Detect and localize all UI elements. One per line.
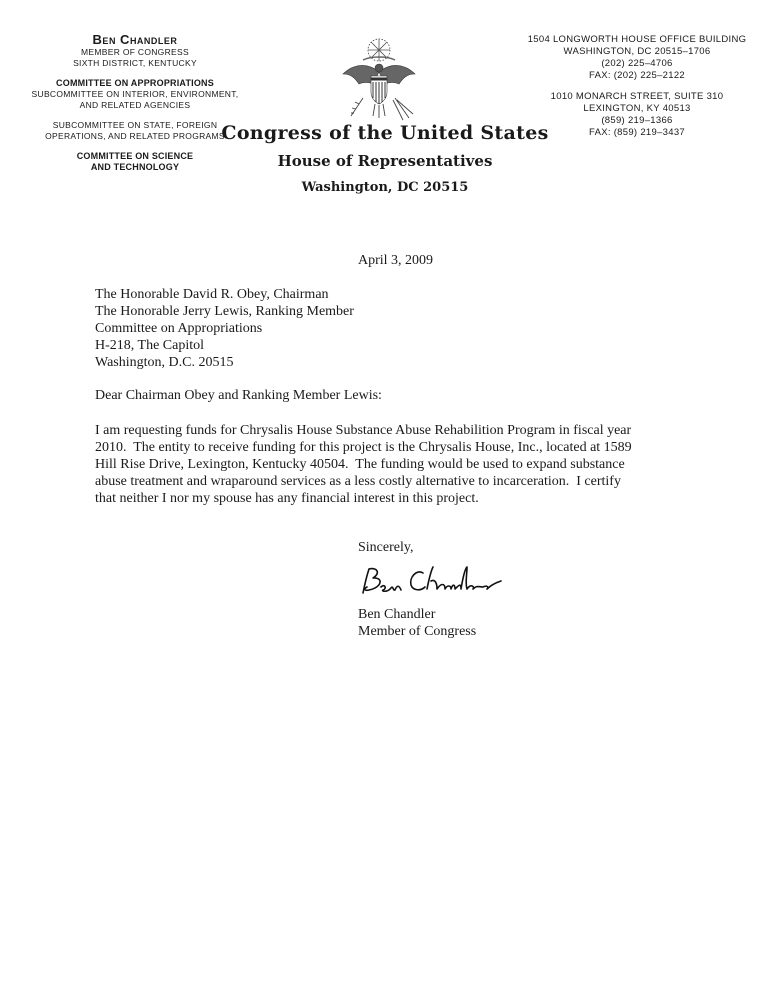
member-role: MEMBER OF CONGRESS [81, 47, 189, 57]
subcommittee-interior-line1: SUBCOMMITTEE ON INTERIOR, ENVIRONMENT, [31, 89, 239, 99]
address-line: The Honorable Jerry Lewis, Ranking Member [95, 304, 354, 319]
salutation: Dear Chairman Obey and Ranking Member Lewis: [95, 388, 382, 403]
letterhead-left [30, 32, 240, 173]
body-line: Hill Rise Drive, Lexington, Kentucky 40504. The funding would be used to expand substance [95, 457, 625, 472]
subcommittee-interior-line2: AND RELATED AGENCIES [79, 100, 191, 110]
committee-science-line1: COMMITTEE ON SCIENCE [76, 151, 194, 161]
subcommittee-state-line1: SUBCOMMITTEE ON STATE, FOREIGN [52, 120, 218, 130]
address-line: Committee on Appropriations [95, 321, 263, 336]
committee-science-line2: AND TECHNOLOGY [90, 162, 180, 172]
member-district: SIXTH DISTRICT, KENTUCKY [73, 58, 197, 68]
committee-appropriations: COMMITTEE ON APPROPRIATIONS [56, 78, 214, 88]
member-name: Ben Chandler [92, 32, 178, 47]
closing: Sincerely, [358, 540, 414, 555]
subcommittee-state-line2: OPERATIONS, AND RELATED PROGRAMS [45, 131, 225, 141]
signer-block [358, 606, 476, 640]
address-line: The Honorable David R. Obey, Chairman [95, 287, 329, 302]
eagle-seal-icon [333, 34, 425, 126]
congress-title: Congress of the United States [221, 122, 549, 144]
body-line: 2010. The entity to receive funding for this project is the Chrysalis House, Inc., located at 1589 [95, 440, 632, 455]
address-line: Washington, D.C. 20515 [95, 355, 234, 370]
recipient-address [95, 286, 354, 371]
dc-office-city: WASHINGTON, DC 20515–1706 [563, 46, 711, 57]
address-line: H-218, The Capitol [95, 338, 205, 353]
signer-name: Ben Chandler [358, 607, 436, 622]
district-office-city: LEXINGTON, KY 40513 [583, 103, 691, 114]
body-line: I am requesting funds for Chrysalis House Substance Abuse Rehabilition Program in fiscal year [95, 423, 632, 438]
dc-office-phone: (202) 225–4706 [601, 58, 673, 69]
signer-title: Member of Congress [358, 624, 477, 639]
body-line: that neither I nor my spouse has any financial interest in this project. [95, 491, 479, 506]
dc-office-address: 1504 LONGWORTH HOUSE OFFICE BUILDING [527, 34, 747, 45]
letter-date: April 3, 2009 [358, 253, 434, 268]
house-title: House of Representatives [277, 152, 493, 170]
handwritten-signature [355, 563, 505, 603]
district-office-address: 1010 MONARCH STREET, SUITE 310 [550, 91, 724, 102]
district-office-phone: (859) 219–1366 [601, 115, 673, 126]
district-office-fax: FAX: (859) 219–3437 [588, 127, 685, 138]
letterhead-right [522, 34, 752, 139]
letter-body [95, 422, 650, 507]
body-line: abuse treatment and wraparound services as a less costly alternative to incarceration. I certify [95, 474, 621, 489]
washington-dc-title: Washington, DC 20515 [301, 180, 469, 195]
dc-office-fax: FAX: (202) 225–2122 [588, 70, 685, 81]
